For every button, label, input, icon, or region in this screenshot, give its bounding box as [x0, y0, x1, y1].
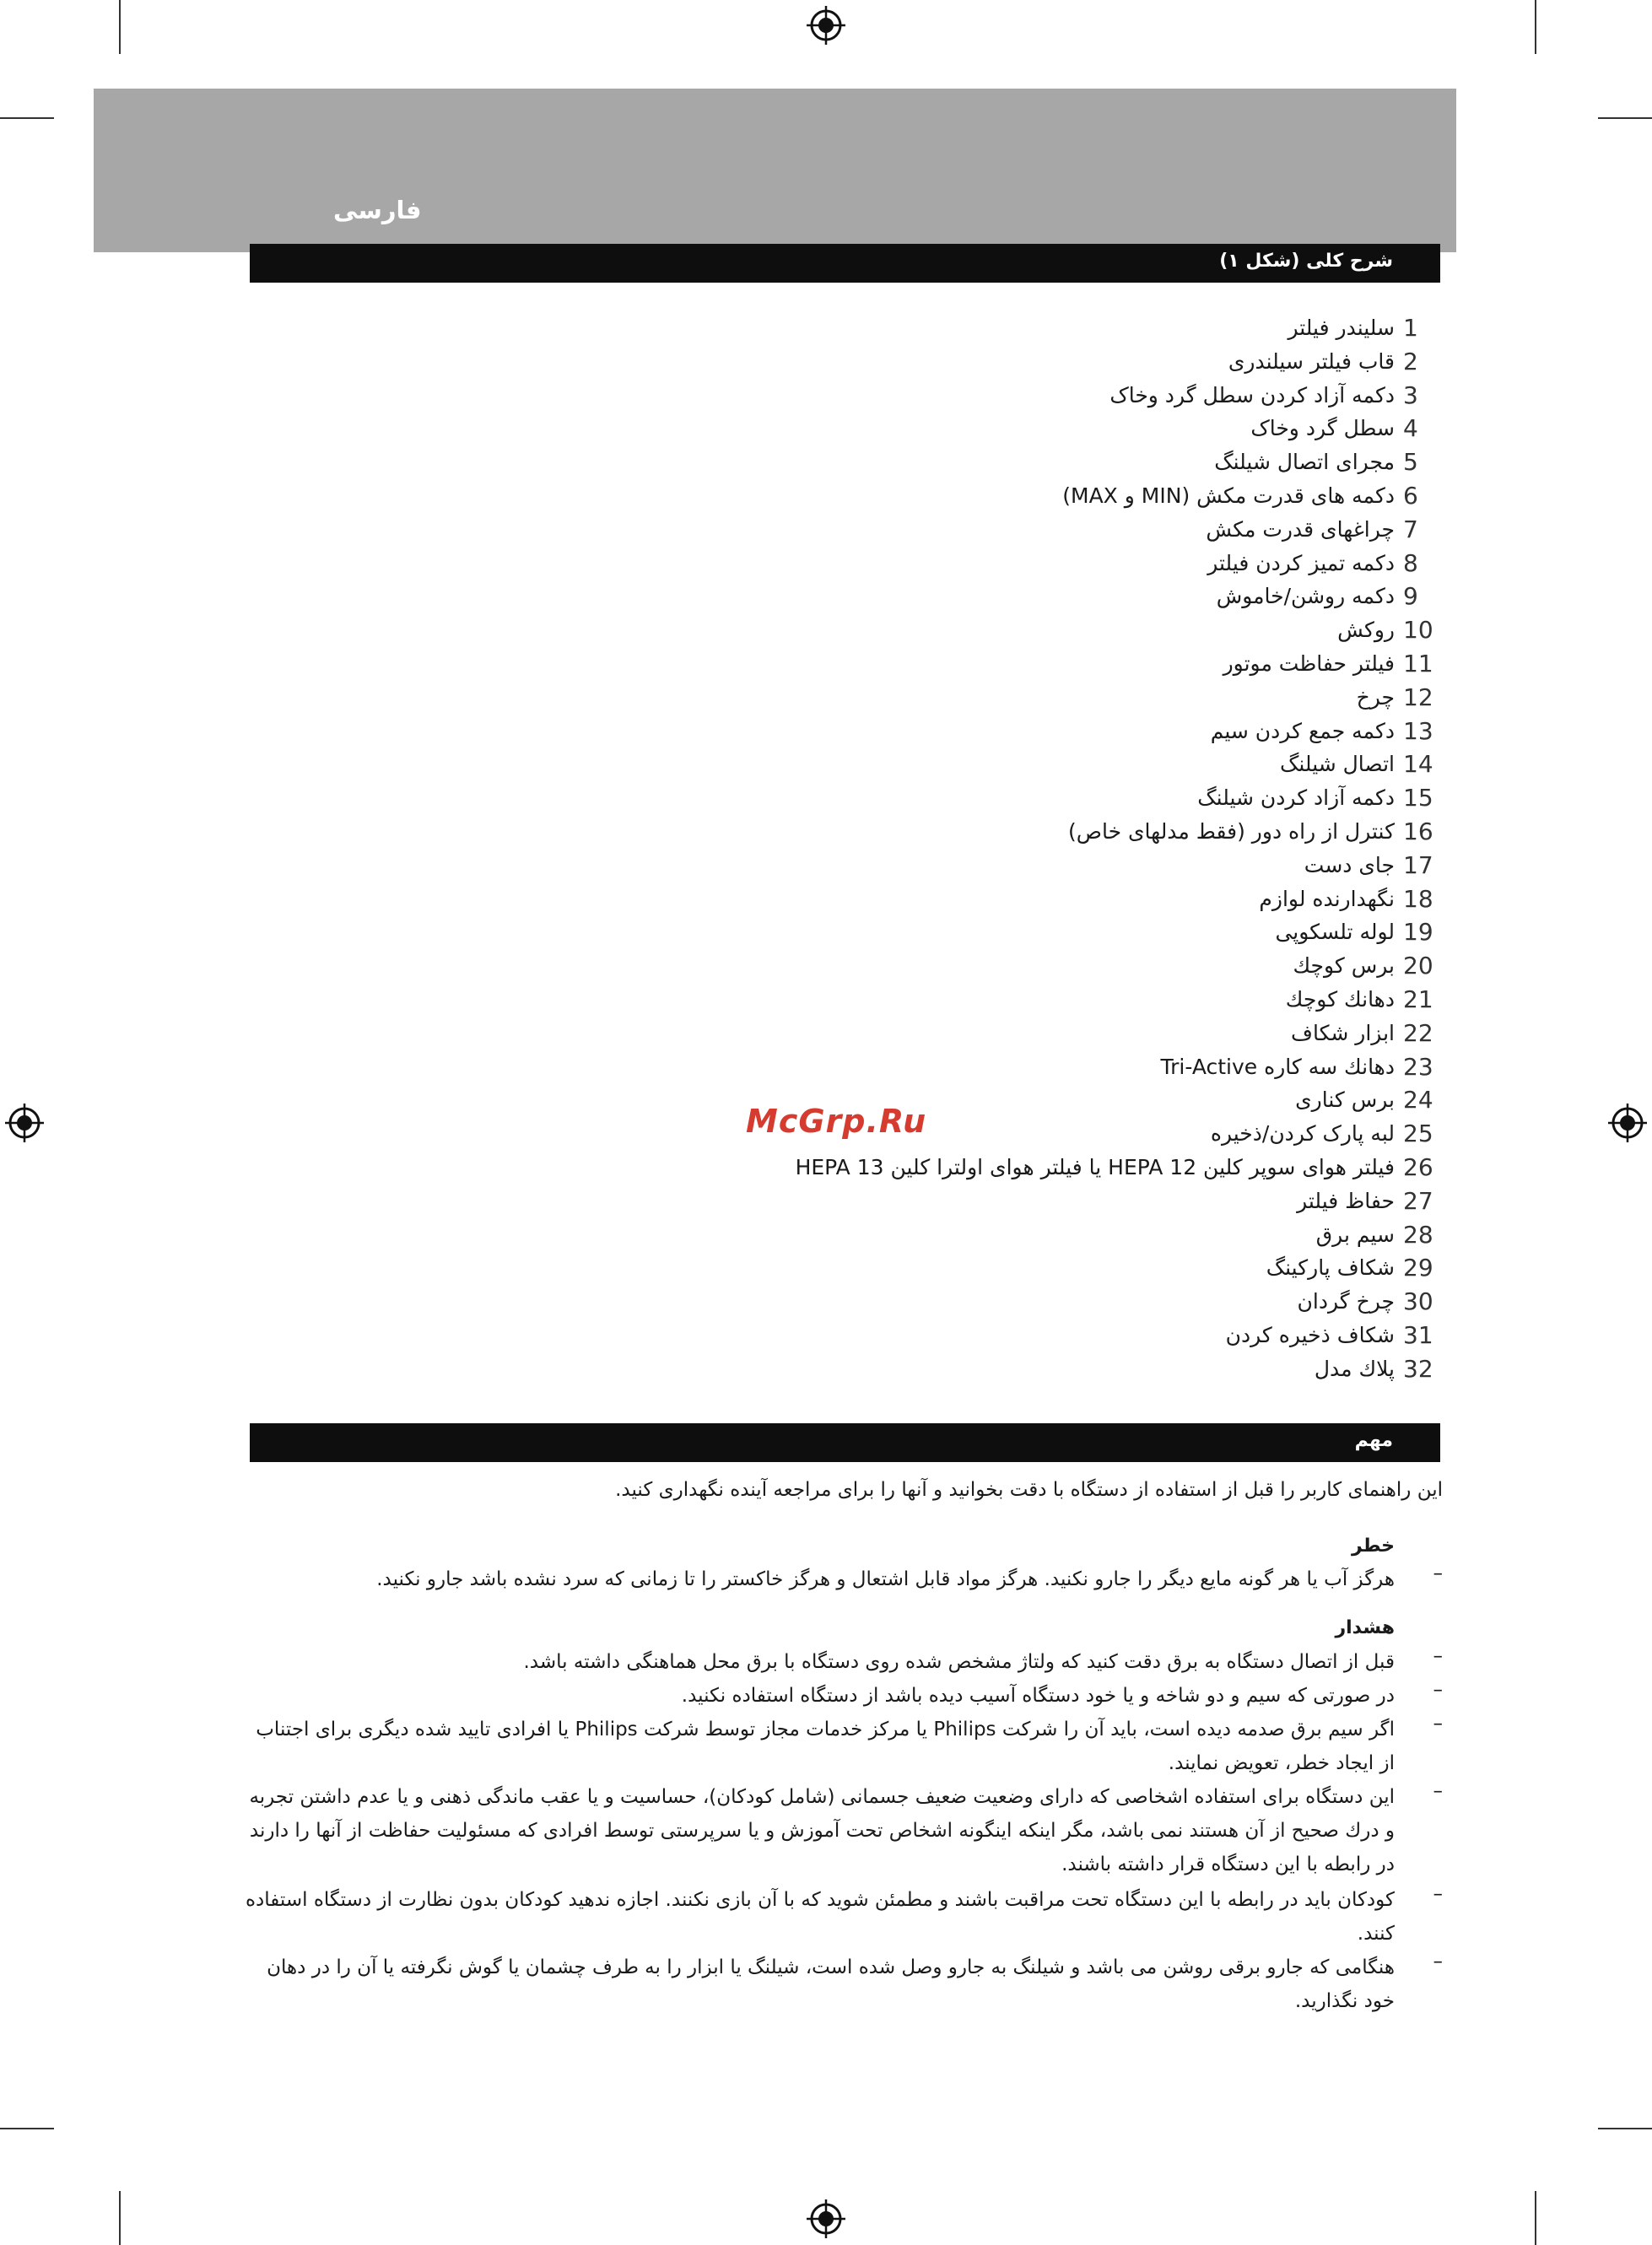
part-label: ابزار شکاف [1291, 1021, 1395, 1045]
bullet-text: هنگامی که جارو برقی روشن می باشد و شیلنگ به جارو وصل شده است، شیلنگ یا ابزار را به طرف چشمان یا گوش نگرفته یا آن را در دهان خود نگذارید. [267, 1956, 1395, 2012]
part-label: اتصال شیلنگ [1280, 752, 1395, 776]
part-number: 8 [1403, 549, 1418, 577]
part-number: 11 [1403, 650, 1433, 677]
part-number: 26 [1403, 1153, 1433, 1181]
watermark: McGrp.Ru [746, 1103, 927, 1140]
part-number: 7 [1403, 515, 1418, 543]
part-number: 5 [1403, 448, 1418, 476]
registration-mark-icon [1608, 1104, 1647, 1142]
registration-mark-icon [807, 2199, 845, 2238]
part-label: لوله تلسکوپی [1275, 920, 1395, 944]
part-number: 22 [1403, 1019, 1433, 1047]
part-number: 4 [1403, 414, 1418, 442]
part-number: 31 [1403, 1321, 1433, 1349]
part-label: دهانك سه کاره Tri-Active [1160, 1055, 1395, 1079]
part-label: مجرای اتصال شیلنگ [1214, 450, 1395, 474]
bullet-dash: – [1433, 1951, 1443, 1972]
part-label: چرخ گردان [1297, 1289, 1395, 1314]
bullet-dash: – [1433, 1713, 1443, 1735]
language-label: فارسی [333, 196, 422, 224]
part-label: دهانك کوچك [1285, 987, 1395, 1012]
bullet-dash: – [1433, 1562, 1443, 1584]
part-number: 12 [1403, 683, 1433, 711]
part-label: دکمه آزاد کردن شیلنگ [1197, 785, 1395, 810]
bullet-dash: – [1433, 1679, 1443, 1701]
part-number: 9 [1403, 582, 1418, 610]
part-number: 10 [1403, 616, 1433, 644]
crop-mark [119, 0, 121, 54]
part-number: 3 [1403, 381, 1418, 409]
important-section-bar [250, 1423, 1440, 1462]
bullet-dash: – [1433, 1780, 1443, 1802]
part-number: 30 [1403, 1287, 1433, 1315]
part-label: فیلتر هوای سوپر کلین HEPA 12 یا فیلتر هوای اولترا کلین HEPA 13 [795, 1155, 1395, 1179]
part-label: قاب فیلتر سیلندری [1228, 349, 1395, 374]
part-number: 28 [1403, 1221, 1433, 1249]
part-number: 17 [1403, 851, 1433, 879]
part-label: پلاك مدل [1314, 1357, 1395, 1381]
part-number: 15 [1403, 784, 1433, 812]
crop-mark [1598, 2128, 1652, 2129]
part-label: نگهدارنده لوازم [1259, 887, 1395, 911]
bullet-text: در صورتی که سیم و دو شاخه و یا خود دستگاه آسیب دیده باشد از دستگاه استفاده نکنید. [681, 1685, 1395, 1707]
overview-section-bar [250, 244, 1440, 283]
part-label: چرخ [1356, 685, 1395, 710]
part-label: شکاف پارکینگ [1266, 1255, 1395, 1280]
part-number: 16 [1403, 818, 1433, 845]
crop-mark [119, 2191, 121, 2245]
important-title: مهم [1354, 1430, 1393, 1451]
part-number: 29 [1403, 1254, 1433, 1282]
header-band [94, 89, 1456, 252]
crop-mark [1598, 117, 1652, 119]
part-label: سیم برق [1315, 1222, 1395, 1247]
bullet-text: اگر سیم برق صدمه دیده است، باید آن را شرکت Philips یا مرکز خدمات مجاز توسط شرکت Philips یا افرادی تایید شده دیگری برای اجتناب از ایجاد خطر، تعویض نمایند. [256, 1719, 1395, 1774]
warning-heading: هشدار [1335, 1617, 1395, 1638]
important-intro: این راهنمای کاربر را قبل از استفاده از دستگاه با دقت بخوانید و آنها را برای مراجعه آینده نگهداری کنید. [615, 1479, 1443, 1501]
part-number: 1 [1403, 314, 1418, 342]
part-number: 27 [1403, 1187, 1433, 1215]
part-label: شکاف ذخیره کردن [1225, 1323, 1395, 1347]
part-number: 25 [1403, 1120, 1433, 1147]
part-number: 24 [1403, 1086, 1433, 1114]
part-number: 6 [1403, 482, 1418, 510]
part-label: جای دست [1304, 853, 1395, 877]
part-label: کنترل از راه دور (فقط مدلهای خاص) [1067, 819, 1395, 844]
part-label: برس کوچك [1293, 953, 1395, 978]
bullet-dash: – [1433, 1645, 1443, 1667]
part-number: 23 [1403, 1053, 1433, 1081]
part-label: سطل گرد وخاک [1250, 416, 1395, 440]
part-label: حفاظ فیلتر [1297, 1189, 1395, 1213]
part-number: 18 [1403, 885, 1433, 913]
part-label: دکمه آزاد کردن سطل گرد وخاک [1109, 383, 1395, 407]
part-number: 20 [1403, 952, 1433, 979]
registration-mark-icon [807, 6, 845, 45]
bullet-text: کودکان باید در رابطه با این دستگاه تحت مراقبت باشند و مطمئن شوید که با آن بازی نکنند. اجازه ندهید کودکان بدون نظارت از دستگاه استفاده کنند. [246, 1889, 1395, 1945]
part-label: روکش [1337, 618, 1395, 642]
part-label: لبه پارک کردن/ذخیره [1210, 1121, 1395, 1146]
crop-mark [1535, 0, 1536, 54]
part-label: برس کناری [1295, 1087, 1395, 1112]
part-label: دکمه تمیز کردن فیلتر [1207, 551, 1395, 575]
part-number: 21 [1403, 985, 1433, 1013]
registration-mark-icon [5, 1104, 44, 1142]
crop-mark [0, 2128, 54, 2129]
part-label: سلیندر فیلتر [1288, 316, 1395, 340]
danger-heading: خطر [1352, 1535, 1395, 1557]
bullet-text: هرگز آب یا هر گونه مایع دیگر را جارو نکنید. هرگز مواد قابل اشتعال و هرگز خاکستر را تا زمانی که سرد نشده باشد جارو نکنید. [376, 1568, 1395, 1590]
part-number: 19 [1403, 918, 1433, 946]
part-label: دکمه های قدرت مکش (MIN و MAX) [1062, 483, 1395, 508]
crop-mark [0, 117, 54, 119]
part-number: 32 [1403, 1355, 1433, 1383]
bullet-dash: – [1433, 1883, 1443, 1905]
part-number: 13 [1403, 717, 1433, 745]
part-label: فیلتر حفاظت موتور [1223, 651, 1395, 676]
part-number: 14 [1403, 750, 1433, 778]
part-label: دکمه روشن/خاموش [1216, 584, 1395, 608]
bullet-text: این دستگاه برای استفاده اشخاصی که دارای وضعیت ضعیف جسمانی (شامل کودکان)، حساسیت و یا عقب ماندگی ذهنی و یا عدم داشتن تجربه و درك صحیح از آن هستند نمی باشد، مگر اینکه اینگونه اشخاص تحت آموزش و یا سرپرستی توسط افرادی که مسئولیت حفاظت از آنها را دارند در رابطه با این دستگاه قرار داشته باشند. [249, 1786, 1395, 1875]
part-number: 2 [1403, 348, 1418, 375]
overview-title: شرح کلی (شکل ۱) [1219, 251, 1393, 272]
crop-mark [1535, 2191, 1536, 2245]
bullet-text: قبل از اتصال دستگاه به برق دقت کنید که ولتاژ مشخص شده روی دستگاه با برق محل هماهنگی داشته باشد. [523, 1651, 1395, 1673]
part-label: چراغهای قدرت مکش [1206, 517, 1395, 542]
part-label: دکمه جمع کردن سیم [1210, 719, 1395, 743]
